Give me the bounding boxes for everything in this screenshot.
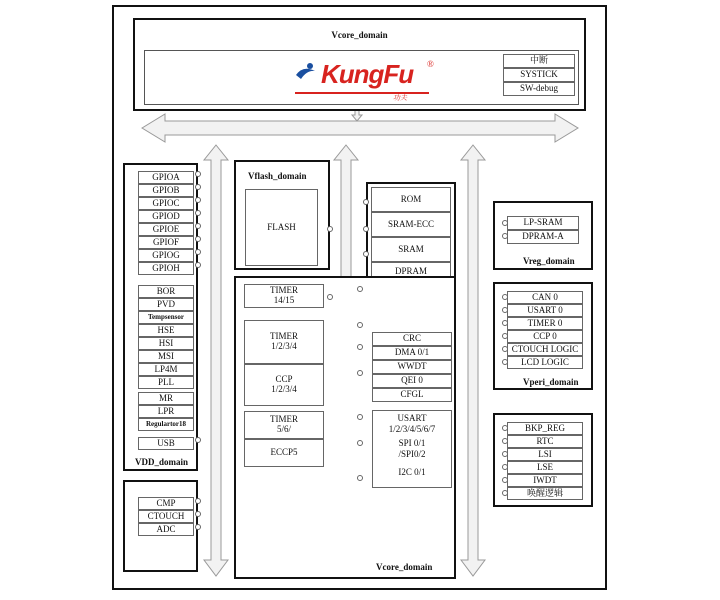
top-inner-box bbox=[144, 50, 579, 105]
connector-dot bbox=[195, 210, 201, 216]
usart-line2: 1/2/3/4/5/6/7 bbox=[388, 423, 436, 434]
connector-dot bbox=[327, 294, 333, 300]
timer-1-4-line1: TIMER bbox=[270, 331, 298, 342]
dpram-line1: DPRAM bbox=[394, 265, 427, 276]
logo-subtext: 功夫 bbox=[393, 94, 407, 102]
clock-hse: HSE bbox=[138, 324, 194, 337]
connector-dot bbox=[195, 184, 201, 190]
periph-qei: QEI 0 bbox=[372, 374, 452, 388]
bkp-rtc: RTC bbox=[507, 435, 583, 448]
vreg-domain bbox=[493, 201, 593, 270]
timer-1-4 bbox=[244, 320, 324, 364]
clock-pvd: PVD bbox=[138, 298, 194, 311]
connector-dot bbox=[502, 464, 508, 470]
periph-wwdt: WWDT bbox=[372, 360, 452, 374]
connector-dot bbox=[502, 294, 508, 300]
connector-dot bbox=[357, 475, 363, 481]
periph-crc: CRC bbox=[372, 332, 452, 346]
gpio-h: GPIOH bbox=[138, 262, 194, 275]
clock-hsi: HSI bbox=[138, 337, 194, 350]
clock-lp4m: LP4M bbox=[138, 363, 194, 376]
connector-dot bbox=[363, 199, 369, 205]
connector-dot bbox=[195, 171, 201, 177]
logo-underline bbox=[295, 92, 429, 94]
logo-text: KungFu bbox=[321, 59, 414, 89]
connector-dot bbox=[357, 322, 363, 328]
vreg-domain-title: Vreg_domain bbox=[523, 256, 575, 266]
analog-cmp: CMP bbox=[138, 497, 194, 510]
vperi-usart0: USART 0 bbox=[507, 304, 583, 317]
mem-sram-ecc: SRAM-ECC bbox=[371, 212, 451, 237]
connector-dot bbox=[195, 524, 201, 530]
spi-line2: /SPI0/2 bbox=[398, 448, 426, 459]
analog-box bbox=[123, 480, 198, 572]
vperi-domain-title: Vperi_domain bbox=[523, 377, 579, 387]
vperi-domain bbox=[493, 282, 593, 390]
connector-dot bbox=[357, 370, 363, 376]
mem-sram: SRAM bbox=[371, 237, 451, 262]
vdd-domain-title: VDD_domain bbox=[135, 457, 189, 467]
connector-dot bbox=[502, 333, 508, 339]
gpio-b: GPIOB bbox=[138, 184, 194, 197]
vdd-domain bbox=[123, 163, 198, 471]
clock-pll: PLL bbox=[138, 376, 194, 389]
timer-14-15-line1: TIMER bbox=[270, 285, 298, 296]
usart-line1: USART bbox=[397, 413, 427, 423]
timer-5-6 bbox=[244, 411, 324, 439]
vperi-ctouch-logic: CTOUCH LOGIC bbox=[507, 343, 583, 356]
gpio-d: GPIOD bbox=[138, 210, 194, 223]
bottom-vcore-title: Vcore_domain bbox=[376, 562, 433, 572]
vreg-lp-sram: LP-SRAM bbox=[507, 216, 579, 230]
clock-msi: MSI bbox=[138, 350, 194, 363]
vperi-can0: CAN 0 bbox=[507, 291, 583, 304]
logo-swoosh-icon bbox=[295, 61, 317, 83]
bkp-lsi: LSI bbox=[507, 448, 583, 461]
connector-dot bbox=[502, 233, 508, 239]
connector-dot bbox=[327, 226, 333, 232]
ccp-1-4-line1: CCP bbox=[275, 374, 293, 385]
logo-registered: ® bbox=[427, 59, 434, 69]
timer-5-6-line2: 5/6/ bbox=[276, 424, 291, 434]
gpio-e: GPIOE bbox=[138, 223, 194, 236]
spi-block bbox=[373, 438, 451, 460]
periph-cfgl: CFGL bbox=[372, 388, 452, 402]
clock-bor: BOR bbox=[138, 285, 194, 298]
horizontal-bus-arrow bbox=[142, 114, 578, 142]
ccp-1-4-line2: 1/2/3/4 bbox=[271, 384, 297, 394]
bkp-reg: BKP_REG bbox=[507, 422, 583, 435]
gpio-c: GPIOC bbox=[138, 197, 194, 210]
vflash-domain-title: Vflash_domain bbox=[248, 171, 307, 181]
vertical-bus-arrow-1 bbox=[204, 145, 228, 576]
connector-dot bbox=[357, 414, 363, 420]
bkp-iwdt: IWDT bbox=[507, 474, 583, 487]
connector-dot bbox=[502, 220, 508, 226]
connector-dot bbox=[195, 223, 201, 229]
usb-block: USB bbox=[138, 437, 194, 450]
periph-dma: DMA 0/1 bbox=[372, 346, 452, 360]
bkp-wakeup-logic: 唤醒逻辑 bbox=[507, 487, 583, 500]
top-domain-title: Vcore_domain bbox=[331, 30, 388, 40]
connector-dot bbox=[195, 249, 201, 255]
reg-mr: MR bbox=[138, 392, 194, 405]
timer-1-4-line2: 1/2/3/4 bbox=[271, 341, 297, 351]
spi-line1: SPI 0/1 bbox=[398, 438, 426, 448]
top-item-systick: SYSTICK bbox=[503, 68, 575, 82]
timer-5-6-line1: TIMER bbox=[270, 414, 298, 425]
connector-dot bbox=[502, 451, 508, 457]
analog-adc: ADC bbox=[138, 523, 194, 536]
connector-dot bbox=[195, 498, 201, 504]
connector-dot bbox=[502, 359, 508, 365]
vperi-timer0: TIMER 0 bbox=[507, 317, 583, 330]
connector-dot bbox=[502, 438, 508, 444]
connector-dot bbox=[195, 262, 201, 268]
vreg-dpram-a: DPRAM-A bbox=[507, 230, 579, 244]
vertical-bus-arrow-3 bbox=[461, 145, 485, 576]
bkp-lse: LSE bbox=[507, 461, 583, 474]
connector-dot bbox=[357, 344, 363, 350]
analog-ctouch: CTOUCH bbox=[138, 510, 194, 523]
kungfu-logo bbox=[295, 59, 445, 101]
mem-rom: ROM bbox=[371, 187, 451, 212]
top-item-swdebug: SW-debug bbox=[503, 82, 575, 96]
connector-dot bbox=[357, 440, 363, 446]
gpio-a: GPIOA bbox=[138, 171, 194, 184]
timer-14-15 bbox=[244, 284, 324, 308]
top-vcore-domain bbox=[133, 18, 586, 111]
connector-dot bbox=[363, 226, 369, 232]
connector-dot bbox=[195, 511, 201, 517]
connector-dot bbox=[502, 346, 508, 352]
connector-dot bbox=[195, 236, 201, 242]
flash-block: FLASH bbox=[245, 189, 318, 266]
comm-group bbox=[372, 410, 452, 488]
reg-regulator18: Regulartor18 bbox=[138, 418, 194, 431]
connector-dot bbox=[502, 425, 508, 431]
vflash-domain bbox=[234, 160, 330, 270]
timer-14-15-line2: 14/15 bbox=[273, 295, 295, 305]
ccp-1-4 bbox=[244, 364, 324, 406]
i2c-block: I2C 0/1 bbox=[398, 467, 426, 477]
eccp5: ECCP5 bbox=[244, 439, 324, 467]
connector-dot bbox=[363, 251, 369, 257]
top-item-interrupt: 中断 bbox=[503, 54, 575, 68]
connector-dot bbox=[357, 286, 363, 292]
bottom-vcore-domain bbox=[234, 276, 456, 579]
connector-dot bbox=[502, 490, 508, 496]
vperi-lcd-logic: LCD LOGIC bbox=[507, 356, 583, 369]
gpio-g: GPIOG bbox=[138, 249, 194, 262]
gpio-f: GPIOF bbox=[138, 236, 194, 249]
usart-block bbox=[373, 413, 451, 435]
reg-lpr: LPR bbox=[138, 405, 194, 418]
connector-dot bbox=[195, 197, 201, 203]
connector-dot bbox=[502, 307, 508, 313]
vperi-ccp0: CCP 0 bbox=[507, 330, 583, 343]
backup-domain bbox=[493, 413, 593, 507]
connector-dot bbox=[502, 320, 508, 326]
connector-dot bbox=[502, 477, 508, 483]
clock-tempsensor: Tempsensor bbox=[138, 311, 194, 324]
connector-dot bbox=[195, 437, 201, 443]
